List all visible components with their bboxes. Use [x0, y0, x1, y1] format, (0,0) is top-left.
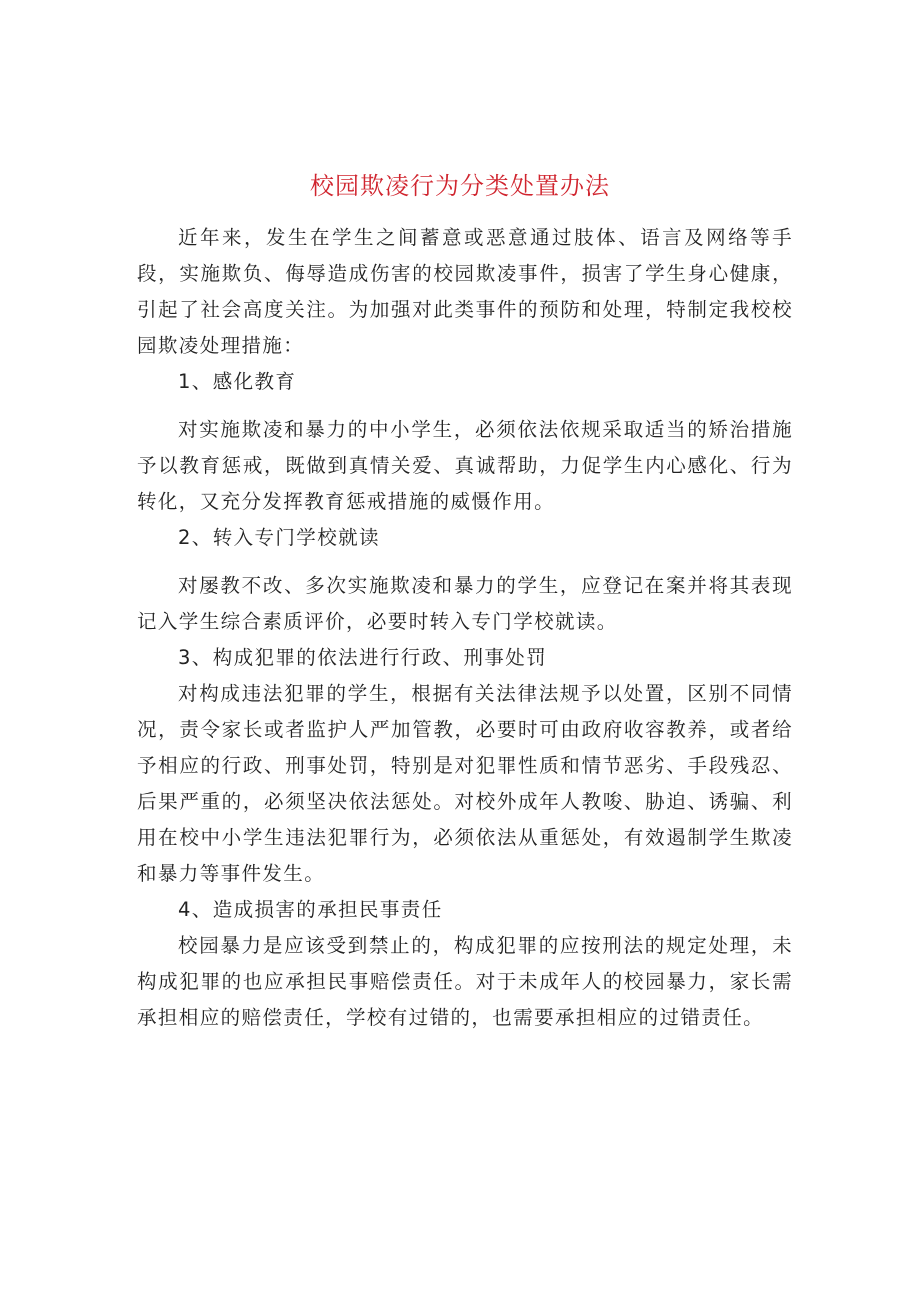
section-4-heading: 4、造成损害的承担民事责任 — [178, 898, 443, 921]
section-2-heading: 2、转入专门学校就读 — [178, 526, 380, 549]
section-4-body: 校园暴力是应该受到禁止的，构成犯罪的应按刑法的规定处理，未构成犯罪的也应承担民事赔偿责任。对于未成年人的校园暴力，家长需承担相应的赔偿责任，学校有过错的，也需要承担相应的过错责任。 — [137, 934, 793, 1029]
document-body — [137, 220, 793, 1036]
document-title: 校园欺凌行为分类处置办法 — [310, 172, 610, 200]
section-2-body: 对屡教不改、多次实施欺凌和暴力的学生，应登记在案并将其表现记入学生综合素质评价，必要时转入专门学校就读。 — [137, 574, 793, 633]
section-3-heading: 3、构成犯罪的依法进行行政、刑事处罚 — [178, 646, 548, 669]
section-1-body: 对实施欺凌和暴力的中小学生，必须依法依规采取适当的矫治措施予以教育惩戒，既做到真情关爱、真诚帮助，力促学生内心感化、行为转化，又充分发挥教育惩戒措施的威慑作用。 — [137, 418, 793, 513]
section-3-body: 对构成违法犯罪的学生，根据有关法律法规予以处置，区别不同情况，责令家长或者监护人严加管教，必要时可由政府收容教养，或者给予相应的行政、刑事处罚，特别是对犯罪性质和情节恶劣、手段残忍、后果严重的，必须坚决依法惩处。对校外成年人教唆、胁迫、诱骗、利用在校中小学生违法犯罪行为，必须依法从重惩处，有效遏制学生欺凌和暴力等事件发生。 — [137, 682, 793, 885]
intro-paragraph: 近年来，发生在学生之间蓄意或恶意通过肢体、语言及网络等手段，实施欺负、侮辱造成伤害的校园欺凌事件，损害了学生身心健康，引起了社会高度关注。为加强对此类事件的预防和处理，特制定我校校园欺凌处理措施： — [137, 226, 793, 357]
section-1-heading: 1、感化教育 — [178, 370, 297, 393]
